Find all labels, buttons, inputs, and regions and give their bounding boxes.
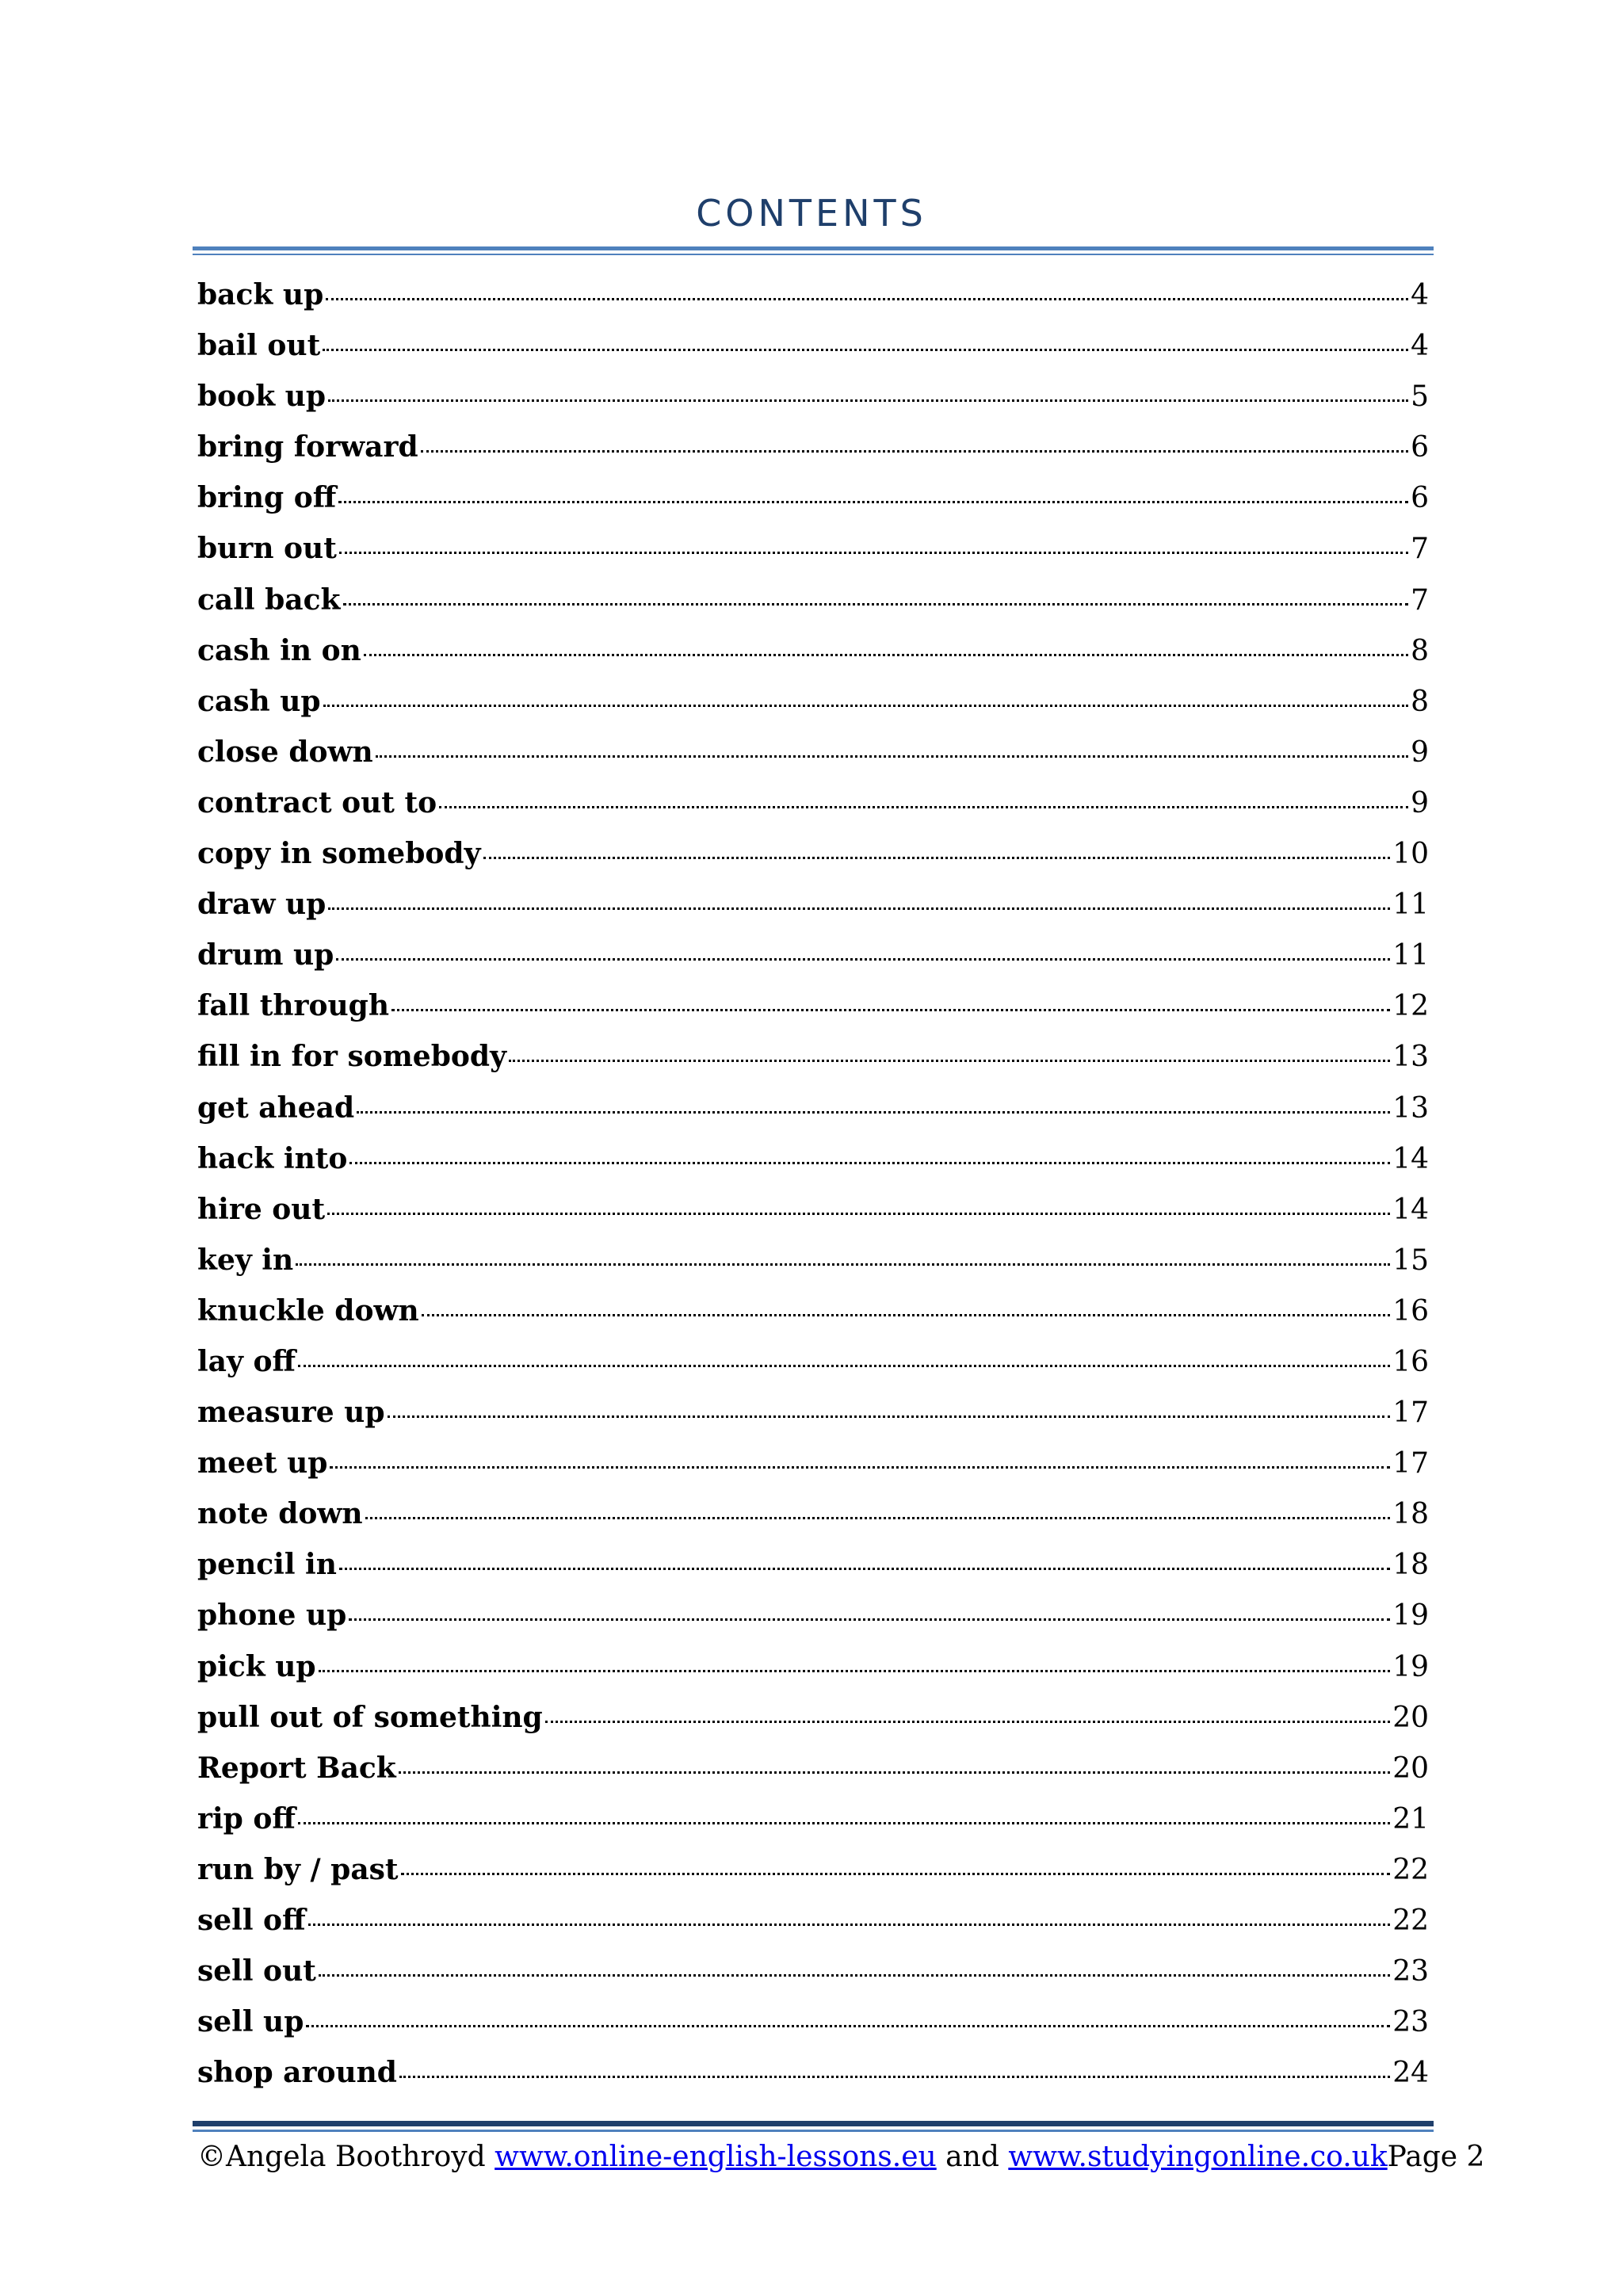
toc-entry-page-number: 11 — [1392, 888, 1429, 922]
toc-entry-label: note down — [197, 1497, 363, 1531]
page-footer — [197, 2140, 1485, 2174]
toc-entry[interactable] — [197, 278, 1429, 331]
toc-entry-label: pick up — [197, 1649, 316, 1683]
toc-dot-leader — [401, 1873, 1391, 1875]
toc-entry[interactable] — [197, 1398, 1429, 1449]
toc-entry-label: pencil in — [197, 1548, 337, 1582]
toc-entry-label: call back — [197, 583, 341, 617]
toc-dot-leader — [399, 2076, 1390, 2078]
toc-dot-leader — [319, 1670, 1391, 1672]
toc-entry-page-number: 11 — [1392, 939, 1429, 972]
toc-entry-page-number: 14 — [1392, 1142, 1429, 1175]
footer-page-number: Page 2 — [1387, 2141, 1485, 2173]
toc-dot-leader — [338, 501, 1408, 503]
toc-entry[interactable] — [197, 1344, 1429, 1398]
toc-entry-label: meet up — [197, 1446, 328, 1480]
toc-entry-page-number: 6 — [1411, 431, 1429, 464]
toc-entry[interactable] — [197, 1446, 1429, 1499]
toc-dot-leader — [336, 958, 1390, 961]
toc-dot-leader — [308, 1924, 1391, 1926]
toc-entry[interactable] — [197, 1954, 1429, 2008]
toc-entry-page-number: 24 — [1392, 2057, 1429, 2090]
toc-entry-page-number: 9 — [1411, 735, 1429, 769]
footer-rule-thin — [193, 2130, 1434, 2132]
toc-entry-label: book up — [197, 380, 327, 414]
footer-link-studyingonline[interactable]: www.studyingonline.co.uk — [1008, 2141, 1388, 2173]
toc-dot-leader — [422, 1314, 1391, 1316]
toc-entry[interactable] — [197, 583, 1429, 636]
toc-entry-label: shop around — [197, 2056, 397, 2090]
footer-connector: and — [945, 2141, 999, 2173]
toc-dot-leader — [339, 552, 1408, 554]
toc-entry-page-number: 8 — [1411, 685, 1429, 718]
toc-dot-leader — [328, 907, 1390, 910]
toc-dot-leader — [326, 298, 1408, 300]
toc-entry-page-number: 17 — [1392, 1447, 1429, 1480]
toc-entry-label: pull out of something — [197, 1700, 543, 1734]
toc-entry[interactable] — [197, 1042, 1429, 1093]
toc-entry-page-number: 5 — [1411, 380, 1429, 414]
toc-entry-label: get ahead — [197, 1091, 355, 1125]
toc-entry[interactable] — [197, 991, 1429, 1042]
toc-entry-page-number: 13 — [1392, 1091, 1429, 1125]
toc-entry-label: burn out — [197, 532, 337, 566]
toc-entry[interactable] — [197, 430, 1429, 483]
toc-dot-leader — [509, 1060, 1390, 1062]
toc-entry[interactable] — [197, 2058, 1429, 2109]
toc-entry-label: hire out — [197, 1192, 326, 1226]
toc-entry-page-number: 21 — [1392, 1802, 1429, 1836]
toc-dot-leader — [421, 450, 1408, 453]
toc-dot-leader — [364, 654, 1408, 656]
toc-dot-leader — [327, 1213, 1390, 1215]
toc-entry-page-number: 22 — [1392, 1904, 1429, 1937]
toc-entry-page-number: 18 — [1392, 1549, 1429, 1582]
toc-entry-page-number: 10 — [1392, 838, 1429, 871]
toc-entry-page-number: 17 — [1392, 1396, 1429, 1430]
toc-entry-label: bring forward — [197, 430, 418, 464]
toc-entry[interactable] — [197, 1906, 1429, 1957]
toc-entry-page-number: 23 — [1392, 2006, 1429, 2039]
toc-entry-label: Report Back — [197, 1751, 396, 1785]
toc-entry-page-number: 16 — [1392, 1294, 1429, 1328]
toc-dot-leader — [388, 1415, 1391, 1418]
toc-entry-page-number: 20 — [1392, 1752, 1429, 1785]
toc-entry[interactable] — [197, 890, 1429, 941]
toc-entry[interactable] — [197, 1550, 1429, 1601]
toc-dot-leader — [306, 2025, 1390, 2027]
toc-entry-label: sell up — [197, 2005, 304, 2039]
table-of-contents — [197, 278, 1429, 2109]
toc-dot-leader — [376, 755, 1408, 758]
toc-entry[interactable] — [197, 1243, 1429, 1297]
toc-entry-label: sell off — [197, 1904, 306, 1937]
toc-entry-page-number: 18 — [1392, 1498, 1429, 1531]
toc-entry-label: bail out — [197, 329, 321, 363]
toc-dot-leader — [365, 1517, 1391, 1519]
toc-entry[interactable] — [197, 1141, 1429, 1195]
toc-dot-leader — [328, 399, 1408, 402]
toc-entry[interactable] — [197, 1192, 1429, 1246]
toc-entry-page-number: 15 — [1392, 1244, 1429, 1277]
toc-entry-page-number: 20 — [1392, 1701, 1429, 1734]
toc-entry-page-number: 4 — [1411, 330, 1429, 363]
toc-dot-leader — [349, 1618, 1390, 1621]
footer-credits — [197, 2140, 1388, 2174]
toc-entry[interactable] — [197, 534, 1429, 585]
toc-entry-page-number: 22 — [1392, 1853, 1429, 1886]
toc-entry-label: sell out — [197, 1954, 316, 1988]
toc-entry-page-number: 4 — [1411, 279, 1429, 311]
toc-entry-label: cash in on — [197, 633, 361, 667]
toc-dot-leader — [343, 603, 1409, 606]
toc-dot-leader — [391, 1009, 1390, 1011]
toc-entry[interactable] — [197, 735, 1429, 789]
toc-entry-page-number: 13 — [1392, 1041, 1429, 1074]
toc-dot-leader — [545, 1721, 1390, 1723]
toc-dot-leader — [439, 806, 1408, 808]
toc-dot-leader — [298, 1822, 1390, 1824]
title-rule-thin — [193, 254, 1434, 255]
toc-entry-label: contract out to — [197, 785, 437, 819]
toc-dot-leader — [296, 1263, 1390, 1266]
toc-entry-page-number: 19 — [1392, 1650, 1429, 1683]
toc-entry[interactable] — [197, 382, 1429, 433]
toc-dot-leader — [399, 1771, 1390, 1774]
toc-entry-label: fall through — [197, 989, 389, 1023]
toc-entry-label: drum up — [197, 938, 334, 972]
toc-entry-label: back up — [197, 278, 324, 311]
toc-entry-label: close down — [197, 735, 373, 769]
page-title: CONTENTS — [696, 192, 927, 235]
toc-entry-page-number: 9 — [1411, 786, 1429, 819]
toc-entry-page-number: 16 — [1392, 1345, 1429, 1378]
toc-dot-leader — [323, 349, 1408, 351]
toc-entry-label: knuckle down — [197, 1293, 419, 1328]
toc-dot-leader — [483, 857, 1391, 859]
toc-entry-page-number: 6 — [1411, 482, 1429, 515]
toc-dot-leader — [323, 705, 1409, 707]
toc-dot-leader — [349, 1162, 1390, 1164]
toc-entry-page-number: 8 — [1411, 634, 1429, 667]
toc-entry[interactable] — [197, 1091, 1429, 1144]
footer-link-online-english-lessons[interactable]: www.online-english-lessons.eu — [495, 2141, 937, 2173]
toc-entry-label: lay off — [197, 1344, 296, 1378]
toc-dot-leader — [330, 1466, 1390, 1469]
toc-entry-label: key in — [197, 1243, 294, 1277]
toc-entry[interactable] — [197, 1751, 1429, 1805]
toc-entry-label: draw up — [197, 888, 327, 922]
toc-entry[interactable] — [197, 839, 1429, 890]
toc-entry-label: hack into — [197, 1141, 348, 1175]
toc-entry-page-number: 23 — [1392, 1955, 1429, 1988]
toc-entry-label: measure up — [197, 1396, 385, 1430]
footer-rule-thick — [193, 2121, 1434, 2126]
toc-entry-label: cash up — [197, 684, 321, 718]
toc-dot-leader — [339, 1568, 1390, 1570]
toc-entry-label: fill in for somebody — [197, 1040, 506, 1074]
toc-entry[interactable] — [197, 1649, 1429, 1703]
toc-entry-label: phone up — [197, 1599, 347, 1633]
toc-entry[interactable] — [197, 2005, 1429, 2058]
toc-entry-page-number: 7 — [1411, 583, 1429, 617]
toc-entry[interactable] — [197, 1499, 1429, 1550]
toc-entry[interactable] — [197, 684, 1429, 738]
toc-entry-page-number: 19 — [1392, 1599, 1429, 1633]
toc-entry[interactable] — [197, 1700, 1429, 1754]
footer-copyright: ©Angela Boothroyd — [197, 2141, 486, 2173]
toc-entry[interactable] — [197, 785, 1429, 839]
toc-dot-leader — [319, 1974, 1390, 1977]
toc-entry[interactable] — [197, 1601, 1429, 1652]
toc-entry[interactable] — [197, 633, 1429, 687]
toc-entry-label: rip off — [197, 1801, 296, 1836]
toc-entry[interactable] — [197, 1852, 1429, 1906]
toc-dot-leader — [357, 1111, 1390, 1114]
toc-entry-label: run by / past — [197, 1852, 399, 1886]
toc-entry-label: copy in somebody — [197, 837, 481, 871]
toc-entry[interactable] — [197, 1293, 1429, 1347]
toc-entry[interactable] — [197, 483, 1429, 534]
toc-dot-leader — [298, 1365, 1390, 1367]
title-rule-thick — [193, 246, 1434, 250]
toc-entry-page-number: 14 — [1392, 1193, 1429, 1226]
toc-entry[interactable] — [197, 1801, 1429, 1855]
toc-entry-label: bring off — [197, 481, 337, 515]
toc-entry[interactable] — [197, 331, 1429, 382]
toc-entry-page-number: 7 — [1411, 533, 1429, 566]
toc-entry[interactable] — [197, 938, 1429, 991]
toc-entry-page-number: 12 — [1392, 990, 1429, 1023]
